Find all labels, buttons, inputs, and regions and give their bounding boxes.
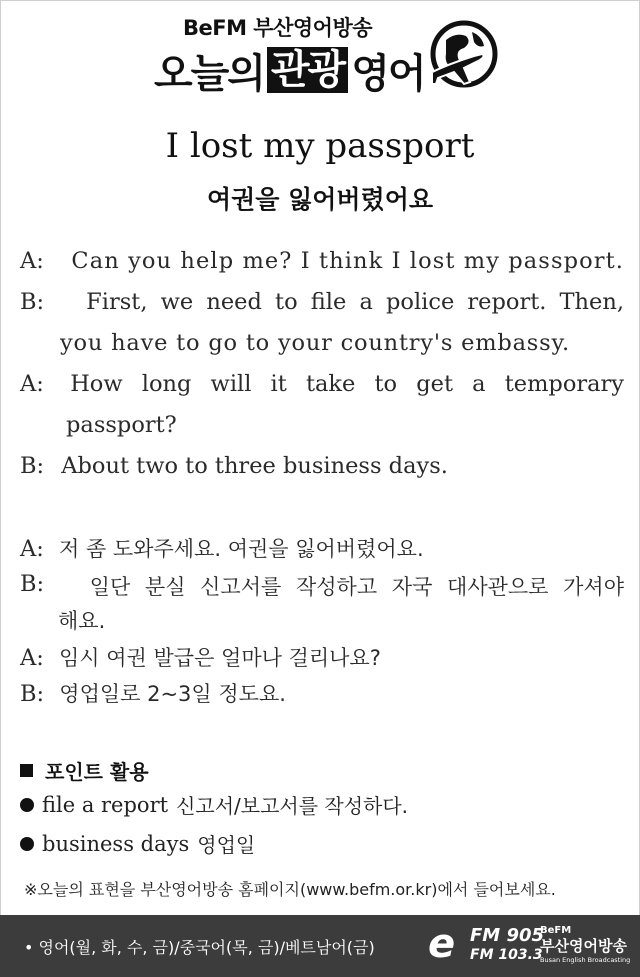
bullet-icon bbox=[20, 837, 34, 851]
show-title-highlight: 관광 bbox=[267, 47, 348, 93]
speaker-label: B: bbox=[20, 681, 45, 707]
show-title-post: 영어 bbox=[351, 50, 425, 97]
dialogue-text: About two to three business days. bbox=[61, 453, 448, 479]
point-korean: 신고서/보고서를 작성하다. bbox=[176, 794, 409, 818]
brand-name: BeFM 부산영어방송 bbox=[183, 16, 373, 40]
dialogue-en-line-1 bbox=[20, 248, 624, 274]
speaker-label: A: bbox=[20, 248, 44, 274]
dialogue-text: First, we need to file a police report. Then, bbox=[86, 289, 624, 315]
dialogue-ko-line-5 bbox=[20, 678, 286, 708]
dialogue-en-line-2 bbox=[20, 289, 624, 315]
point-english: business days bbox=[42, 831, 190, 856]
point-heading bbox=[20, 756, 149, 785]
globe-airplane-icon bbox=[424, 18, 500, 96]
dialogue-text: passport? bbox=[66, 412, 177, 438]
dialogue-text: Can you help me? I think I lost my passport. bbox=[71, 248, 624, 274]
befm-e-logo-icon: e bbox=[428, 921, 456, 967]
logo-tagline: Busan English Broadcasting bbox=[540, 956, 631, 964]
speaker-label: A: bbox=[20, 371, 44, 397]
dialogue-text: 임시 여권 발급은 얼마나 걸리나요? bbox=[59, 646, 381, 670]
point-english: file a report bbox=[42, 792, 169, 817]
dialogue-ko-line-4 bbox=[20, 642, 381, 672]
dialogue-text: How long will it take to get a temporary bbox=[70, 371, 624, 397]
point-item-2 bbox=[20, 829, 255, 858]
dialogue-ko-line-2 bbox=[20, 571, 624, 601]
logo-brand: BeFM bbox=[540, 925, 572, 936]
title-korean: 여권을 잃어버렸어요 bbox=[206, 185, 434, 214]
dialogue-en-line-5 bbox=[66, 412, 177, 438]
speaker-label: B: bbox=[20, 571, 45, 597]
dialogue-text: 해요. bbox=[58, 609, 106, 633]
show-title bbox=[154, 44, 424, 96]
logo-frequency-1: FM 905 bbox=[470, 925, 545, 946]
point-item-1 bbox=[20, 790, 408, 819]
dialogue-en-line-6 bbox=[20, 453, 448, 479]
dialogue-ko-line-1 bbox=[20, 533, 424, 563]
speaker-label: A: bbox=[20, 536, 44, 562]
dialogue-en-line-4 bbox=[20, 371, 624, 397]
dialogue-text: 일단 분실 신고서를 작성하고 자국 대사관으로 가셔야 bbox=[89, 575, 624, 599]
speaker-label: B: bbox=[20, 453, 45, 479]
logo-station-name: 부산영어방송 bbox=[540, 937, 627, 955]
speaker-label: A: bbox=[20, 645, 44, 671]
befm-logo bbox=[428, 923, 634, 971]
bullet-icon bbox=[20, 798, 34, 812]
website-notice: ※오늘의 표현을 부산영어방송 홈페이지(www.befm.or.kr)에서 들어보세요. bbox=[24, 880, 556, 899]
dialogue-ko-line-3 bbox=[58, 605, 105, 635]
dialogue-text: 저 좀 도와주세요. 여권을 잃어버렸어요. bbox=[59, 537, 424, 561]
square-bullet-icon bbox=[20, 764, 33, 777]
title-english: I lost my passport bbox=[165, 126, 475, 166]
dialogue-en-line-3 bbox=[60, 330, 570, 356]
dialogue-text: 영업일로 2~3일 정도요. bbox=[59, 682, 286, 706]
speaker-label: B: bbox=[20, 289, 45, 315]
point-heading-label: 포인트 활용 bbox=[45, 760, 149, 784]
point-korean: 영업일 bbox=[197, 833, 256, 857]
logo-frequency-2: FM 103.3 bbox=[470, 947, 543, 963]
show-title-pre: 오늘의 bbox=[154, 50, 264, 97]
dialogue-text: you have to go to your country's embassy. bbox=[60, 330, 570, 356]
broadcast-schedule: • 영어(월, 화, 수, 금)/중국어(목, 금)/베트남어(금) bbox=[24, 938, 375, 957]
footer-bar bbox=[0, 915, 640, 977]
